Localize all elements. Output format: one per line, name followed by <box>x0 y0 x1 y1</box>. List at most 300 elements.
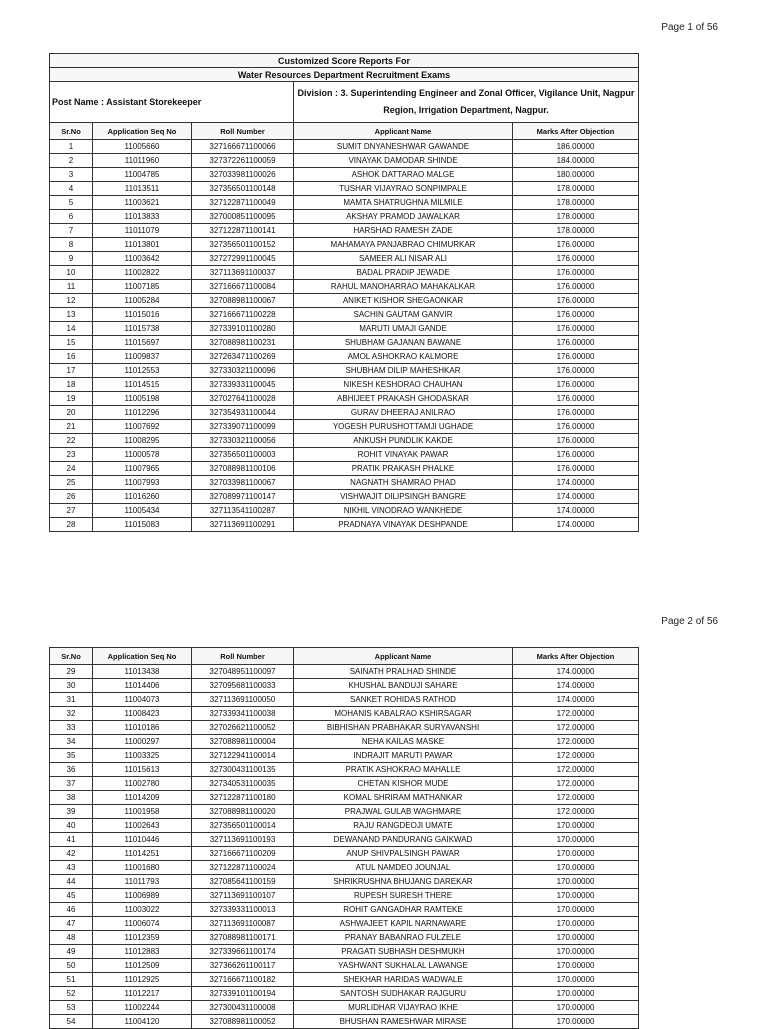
cell-roll-number: 327372261100059 <box>192 154 294 168</box>
cell-sr-no: 35 <box>50 749 93 763</box>
cell-roll-number: 327113691100107 <box>192 889 294 903</box>
cell-roll-number: 327088981100052 <box>192 1015 294 1029</box>
cell-sr-no: 19 <box>50 392 93 406</box>
cell-sr-no: 43 <box>50 861 93 875</box>
table-row <box>50 280 639 294</box>
cell-applicant-name: ASHWAJEET KAPIL NARNAWARE <box>294 917 513 931</box>
cell-sr-no: 17 <box>50 364 93 378</box>
cell-application-seq-no: 11012359 <box>93 931 192 945</box>
cell-applicant-name: SANKET ROHIDAS RATHOD <box>294 693 513 707</box>
cell-applicant-name: KOMAL SHRIRAM MATHANKAR <box>294 791 513 805</box>
cell-marks-after-objection: 170.00000 <box>513 959 639 973</box>
cell-applicant-name: CHETAN KISHOR MUDE <box>294 777 513 791</box>
table-row <box>50 847 639 861</box>
table-row <box>50 490 639 504</box>
table-row <box>50 182 639 196</box>
cell-sr-no: 51 <box>50 973 93 987</box>
table-row <box>50 1001 639 1015</box>
division-name: Division : 3. Superintending Engineer and Zonal Officer, Vigilance Unit, Nagpur Region, Irrigation Department, Nagpur. <box>294 82 639 123</box>
cell-marks-after-objection: 186.00000 <box>513 140 639 154</box>
cell-applicant-name: MURLIDHAR VIJAYRAO IKHE <box>294 1001 513 1015</box>
cell-applicant-name: SHUBHAM GAJANAN BAWANE <box>294 336 513 350</box>
cell-sr-no: 7 <box>50 224 93 238</box>
column-header-roll-number: Roll Number <box>192 123 294 140</box>
cell-roll-number: 327088981100231 <box>192 336 294 350</box>
table-row <box>50 140 639 154</box>
table-row <box>50 749 639 763</box>
cell-roll-number: 327330321100056 <box>192 434 294 448</box>
cell-marks-after-objection: 176.00000 <box>513 420 639 434</box>
cell-application-seq-no: 11005660 <box>93 140 192 154</box>
table-row <box>50 294 639 308</box>
cell-application-seq-no: 11001680 <box>93 861 192 875</box>
cell-application-seq-no: 11013438 <box>93 665 192 679</box>
cell-application-seq-no: 11002643 <box>93 819 192 833</box>
cell-marks-after-objection: 170.00000 <box>513 945 639 959</box>
cell-sr-no: 3 <box>50 168 93 182</box>
cell-sr-no: 33 <box>50 721 93 735</box>
cell-roll-number: 327122871100024 <box>192 861 294 875</box>
cell-sr-no: 44 <box>50 875 93 889</box>
cell-application-seq-no: 11015613 <box>93 763 192 777</box>
cell-applicant-name: ROHIT GANGADHAR RAMTEKE <box>294 903 513 917</box>
cell-applicant-name: BADAL PRADIP JEWADE <box>294 266 513 280</box>
cell-roll-number: 327356501100152 <box>192 238 294 252</box>
cell-applicant-name: ANKUSH PUNDLIK KAKDE <box>294 434 513 448</box>
cell-roll-number: 327033981100067 <box>192 476 294 490</box>
table-row <box>50 735 639 749</box>
cell-roll-number: 327300431100008 <box>192 1001 294 1015</box>
cell-roll-number: 327263471100269 <box>192 350 294 364</box>
cell-roll-number: 327088981100171 <box>192 931 294 945</box>
cell-sr-no: 14 <box>50 322 93 336</box>
cell-application-seq-no: 11003621 <box>93 196 192 210</box>
table-row <box>50 973 639 987</box>
cell-marks-after-objection: 176.00000 <box>513 406 639 420</box>
cell-roll-number: 327122871100141 <box>192 224 294 238</box>
cell-marks-after-objection: 170.00000 <box>513 973 639 987</box>
cell-roll-number: 327339661100174 <box>192 945 294 959</box>
table-row <box>50 931 639 945</box>
table-row <box>50 420 639 434</box>
cell-applicant-name: SUMIT DNYANESHWAR GAWANDE <box>294 140 513 154</box>
cell-marks-after-objection: 180.00000 <box>513 168 639 182</box>
table-row <box>50 805 639 819</box>
table-row <box>50 350 639 364</box>
cell-sr-no: 5 <box>50 196 93 210</box>
cell-sr-no: 25 <box>50 476 93 490</box>
table-row <box>50 308 639 322</box>
cell-applicant-name: VISHWAJIT DILIPSINGH BANGRE <box>294 490 513 504</box>
cell-applicant-name: AKSHAY PRAMOD JAWALKAR <box>294 210 513 224</box>
cell-sr-no: 1 <box>50 140 93 154</box>
cell-application-seq-no: 11006989 <box>93 889 192 903</box>
cell-roll-number: 327166671100066 <box>192 140 294 154</box>
cell-applicant-name: PRAJWAL GULAB WAGHMARE <box>294 805 513 819</box>
table-row <box>50 434 639 448</box>
cell-roll-number: 327113691100291 <box>192 518 294 532</box>
table-row <box>50 364 639 378</box>
cell-application-seq-no: 11014251 <box>93 847 192 861</box>
cell-marks-after-objection: 176.00000 <box>513 336 639 350</box>
table-row <box>50 224 639 238</box>
cell-roll-number: 327356501100014 <box>192 819 294 833</box>
cell-application-seq-no: 11001958 <box>93 805 192 819</box>
cell-roll-number: 327330321100096 <box>192 364 294 378</box>
cell-application-seq-no: 11011079 <box>93 224 192 238</box>
cell-sr-no: 38 <box>50 791 93 805</box>
cell-roll-number: 327339101100194 <box>192 987 294 1001</box>
cell-application-seq-no: 11014406 <box>93 679 192 693</box>
cell-roll-number: 327113691100087 <box>192 917 294 931</box>
cell-applicant-name: ANUP SHIVPALSINGH PAWAR <box>294 847 513 861</box>
cell-roll-number: 327088981100106 <box>192 462 294 476</box>
table-row <box>50 861 639 875</box>
cell-application-seq-no: 11003022 <box>93 903 192 917</box>
cell-roll-number: 327085641100159 <box>192 875 294 889</box>
cell-application-seq-no: 11011960 <box>93 154 192 168</box>
cell-marks-after-objection: 170.00000 <box>513 861 639 875</box>
cell-applicant-name: PRAGATI SUBHASH DESHMUKH <box>294 945 513 959</box>
cell-application-seq-no: 11010446 <box>93 833 192 847</box>
cell-applicant-name: BHUSHAN RAMESHWAR MIRASE <box>294 1015 513 1029</box>
cell-sr-no: 50 <box>50 959 93 973</box>
cell-application-seq-no: 11005198 <box>93 392 192 406</box>
cell-marks-after-objection: 174.00000 <box>513 665 639 679</box>
cell-marks-after-objection: 174.00000 <box>513 518 639 532</box>
cell-marks-after-objection: 174.00000 <box>513 504 639 518</box>
cell-roll-number: 327339071100099 <box>192 420 294 434</box>
cell-roll-number: 327033981100026 <box>192 168 294 182</box>
table-row <box>50 266 639 280</box>
cell-roll-number: 327113691100037 <box>192 266 294 280</box>
cell-marks-after-objection: 178.00000 <box>513 196 639 210</box>
cell-roll-number: 327272991100045 <box>192 252 294 266</box>
cell-marks-after-objection: 172.00000 <box>513 749 639 763</box>
cell-applicant-name: INDRAJIT MARUTI PAWAR <box>294 749 513 763</box>
cell-marks-after-objection: 176.00000 <box>513 266 639 280</box>
cell-application-seq-no: 11007185 <box>93 280 192 294</box>
cell-application-seq-no: 11004073 <box>93 693 192 707</box>
cell-sr-no: 45 <box>50 889 93 903</box>
cell-marks-after-objection: 178.00000 <box>513 210 639 224</box>
cell-sr-no: 8 <box>50 238 93 252</box>
cell-roll-number: 327166671100084 <box>192 280 294 294</box>
cell-applicant-name: TUSHAR VIJAYRAO SONPIMPALE <box>294 182 513 196</box>
cell-roll-number: 327088981100020 <box>192 805 294 819</box>
cell-sr-no: 16 <box>50 350 93 364</box>
cell-applicant-name: KHUSHAL BANDUJI SAHARE <box>294 679 513 693</box>
column-header-marks-after-objection: Marks After Objection <box>513 648 639 665</box>
column-header-applicant-name: Applicant Name <box>294 123 513 140</box>
cell-marks-after-objection: 176.00000 <box>513 294 639 308</box>
cell-marks-after-objection: 184.00000 <box>513 154 639 168</box>
cell-application-seq-no: 11015016 <box>93 308 192 322</box>
cell-sr-no: 20 <box>50 406 93 420</box>
post-name: Post Name : Assistant Storekeeper <box>50 82 294 123</box>
cell-applicant-name: YASHWANT SUKHALAL LAWANGE <box>294 959 513 973</box>
cell-applicant-name: RAHUL MANOHARRAO MAHAKALKAR <box>294 280 513 294</box>
table-row <box>50 252 639 266</box>
cell-applicant-name: ASHOK DATTARAO MALGE <box>294 168 513 182</box>
cell-marks-after-objection: 174.00000 <box>513 476 639 490</box>
cell-sr-no: 24 <box>50 462 93 476</box>
cell-marks-after-objection: 176.00000 <box>513 322 639 336</box>
cell-marks-after-objection: 170.00000 <box>513 1001 639 1015</box>
cell-sr-no: 2 <box>50 154 93 168</box>
cell-roll-number: 327339331100045 <box>192 378 294 392</box>
cell-application-seq-no: 11014209 <box>93 791 192 805</box>
cell-roll-number: 327089971100147 <box>192 490 294 504</box>
page-number-label: Page 1 of 56 <box>661 22 718 33</box>
cell-application-seq-no: 11012217 <box>93 987 192 1001</box>
cell-roll-number: 327300431100135 <box>192 763 294 777</box>
cell-roll-number: 327113541100287 <box>192 504 294 518</box>
cell-application-seq-no: 11002780 <box>93 777 192 791</box>
cell-application-seq-no: 11000297 <box>93 735 192 749</box>
table-row <box>50 679 639 693</box>
cell-roll-number: 327026621100052 <box>192 721 294 735</box>
cell-applicant-name: YOGESH PURUSHOTTAMJI UGHADE <box>294 420 513 434</box>
cell-roll-number: 327088981100004 <box>192 735 294 749</box>
cell-sr-no: 12 <box>50 294 93 308</box>
cell-roll-number: 327354931100044 <box>192 406 294 420</box>
column-header-roll-number: Roll Number <box>192 648 294 665</box>
cell-applicant-name: BIBHISHAN PRABHAKAR SURYAVANSHI <box>294 721 513 735</box>
table-row <box>50 889 639 903</box>
cell-marks-after-objection: 176.00000 <box>513 462 639 476</box>
cell-roll-number: 327095681100033 <box>192 679 294 693</box>
cell-roll-number: 327113691100193 <box>192 833 294 847</box>
cell-application-seq-no: 11005284 <box>93 294 192 308</box>
cell-sr-no: 28 <box>50 518 93 532</box>
column-header-applicant-name: Applicant Name <box>294 648 513 665</box>
cell-roll-number: 327048951100097 <box>192 665 294 679</box>
column-header-application-seq-no: Application Seq No <box>93 123 192 140</box>
cell-sr-no: 48 <box>50 931 93 945</box>
table-row <box>50 378 639 392</box>
cell-sr-no: 54 <box>50 1015 93 1029</box>
cell-application-seq-no: 11011793 <box>93 875 192 889</box>
report-title: Customized Score Reports For <box>50 54 639 68</box>
cell-applicant-name: SACHIN GAUTAM GANVIR <box>294 308 513 322</box>
cell-application-seq-no: 11012883 <box>93 945 192 959</box>
cell-application-seq-no: 11003325 <box>93 749 192 763</box>
cell-marks-after-objection: 176.00000 <box>513 252 639 266</box>
cell-sr-no: 36 <box>50 763 93 777</box>
cell-marks-after-objection: 170.00000 <box>513 819 639 833</box>
cell-marks-after-objection: 172.00000 <box>513 791 639 805</box>
cell-roll-number: 327356501100003 <box>192 448 294 462</box>
cell-sr-no: 15 <box>50 336 93 350</box>
cell-marks-after-objection: 178.00000 <box>513 182 639 196</box>
cell-marks-after-objection: 176.00000 <box>513 434 639 448</box>
cell-applicant-name: NAGNATH SHAMRAO PHAD <box>294 476 513 490</box>
cell-roll-number: 327166671100182 <box>192 973 294 987</box>
cell-marks-after-objection: 176.00000 <box>513 378 639 392</box>
cell-marks-after-objection: 172.00000 <box>513 735 639 749</box>
cell-roll-number: 327027641100028 <box>192 392 294 406</box>
table-row <box>50 196 639 210</box>
cell-applicant-name: MOHANIS KABALRAO KSHIRSAGAR <box>294 707 513 721</box>
cell-marks-after-objection: 176.00000 <box>513 280 639 294</box>
cell-applicant-name: RAJU RANGDEOJI UMATE <box>294 819 513 833</box>
cell-sr-no: 18 <box>50 378 93 392</box>
cell-sr-no: 30 <box>50 679 93 693</box>
cell-application-seq-no: 11013511 <box>93 182 192 196</box>
cell-roll-number: 327339101100280 <box>192 322 294 336</box>
score-report-table-page-2 <box>49 647 639 1029</box>
cell-marks-after-objection: 176.00000 <box>513 364 639 378</box>
cell-sr-no: 11 <box>50 280 93 294</box>
cell-sr-no: 26 <box>50 490 93 504</box>
cell-roll-number: 327340531100035 <box>192 777 294 791</box>
page-number-label: Page 2 of 56 <box>661 616 718 627</box>
cell-sr-no: 52 <box>50 987 93 1001</box>
cell-sr-no: 6 <box>50 210 93 224</box>
cell-roll-number: 327122871100180 <box>192 791 294 805</box>
cell-roll-number: 327356501100148 <box>192 182 294 196</box>
cell-sr-no: 13 <box>50 308 93 322</box>
cell-applicant-name: PRATIK ASHOKRAO MAHALLE <box>294 763 513 777</box>
cell-applicant-name: MARUTI UMAJI GANDE <box>294 322 513 336</box>
table-row <box>50 833 639 847</box>
cell-application-seq-no: 11012296 <box>93 406 192 420</box>
cell-application-seq-no: 11000578 <box>93 448 192 462</box>
table-row <box>50 945 639 959</box>
column-header-marks-after-objection: Marks After Objection <box>513 123 639 140</box>
cell-application-seq-no: 11003642 <box>93 252 192 266</box>
table-row <box>50 448 639 462</box>
cell-application-seq-no: 11002244 <box>93 1001 192 1015</box>
cell-marks-after-objection: 170.00000 <box>513 847 639 861</box>
cell-marks-after-objection: 170.00000 <box>513 987 639 1001</box>
table-row <box>50 875 639 889</box>
table-row <box>50 917 639 931</box>
table-row <box>50 462 639 476</box>
cell-sr-no: 46 <box>50 903 93 917</box>
score-report-table-page-1 <box>49 53 639 532</box>
cell-marks-after-objection: 176.00000 <box>513 238 639 252</box>
cell-application-seq-no: 11007692 <box>93 420 192 434</box>
cell-sr-no: 10 <box>50 266 93 280</box>
cell-sr-no: 47 <box>50 917 93 931</box>
cell-application-seq-no: 11008423 <box>93 707 192 721</box>
cell-application-seq-no: 11016260 <box>93 490 192 504</box>
cell-roll-number: 327339331100013 <box>192 903 294 917</box>
cell-application-seq-no: 11015697 <box>93 336 192 350</box>
table-row <box>50 504 639 518</box>
column-header-application-seq-no: Application Seq No <box>93 648 192 665</box>
cell-application-seq-no: 11007993 <box>93 476 192 490</box>
cell-application-seq-no: 11013801 <box>93 238 192 252</box>
cell-applicant-name: NIKHIL VINODRAO WANKHEDE <box>294 504 513 518</box>
table-row <box>50 903 639 917</box>
cell-applicant-name: SAMEER ALI NISAR ALI <box>294 252 513 266</box>
table-row <box>50 777 639 791</box>
cell-sr-no: 53 <box>50 1001 93 1015</box>
cell-marks-after-objection: 170.00000 <box>513 917 639 931</box>
cell-roll-number: 327366261100117 <box>192 959 294 973</box>
cell-roll-number: 327000851100095 <box>192 210 294 224</box>
cell-application-seq-no: 11009837 <box>93 350 192 364</box>
cell-application-seq-no: 11012925 <box>93 973 192 987</box>
cell-marks-after-objection: 172.00000 <box>513 805 639 819</box>
cell-applicant-name: ROHIT VINAYAK PAWAR <box>294 448 513 462</box>
cell-application-seq-no: 11010186 <box>93 721 192 735</box>
table-row <box>50 721 639 735</box>
cell-marks-after-objection: 176.00000 <box>513 308 639 322</box>
cell-sr-no: 23 <box>50 448 93 462</box>
cell-application-seq-no: 11014515 <box>93 378 192 392</box>
cell-roll-number: 327088981100067 <box>192 294 294 308</box>
cell-applicant-name: SHRIKRUSHNA BHUJANG DAREKAR <box>294 875 513 889</box>
cell-applicant-name: SAINATH PRALHAD SHINDE <box>294 665 513 679</box>
cell-marks-after-objection: 174.00000 <box>513 693 639 707</box>
column-header-sr-no: Sr.No <box>50 123 93 140</box>
cell-applicant-name: RUPESH SURESH THERE <box>294 889 513 903</box>
table-row <box>50 1015 639 1029</box>
cell-applicant-name: MAMTA SHATRUGHNA MILMILE <box>294 196 513 210</box>
cell-application-seq-no: 11015738 <box>93 322 192 336</box>
cell-marks-after-objection: 170.00000 <box>513 889 639 903</box>
cell-roll-number: 327122941100014 <box>192 749 294 763</box>
cell-sr-no: 29 <box>50 665 93 679</box>
table-row <box>50 693 639 707</box>
cell-sr-no: 37 <box>50 777 93 791</box>
cell-roll-number: 327166671100228 <box>192 308 294 322</box>
cell-applicant-name: NEHA KAILAS MASKE <box>294 735 513 749</box>
cell-application-seq-no: 11005434 <box>93 504 192 518</box>
table-row <box>50 959 639 973</box>
cell-application-seq-no: 11008295 <box>93 434 192 448</box>
table-row <box>50 336 639 350</box>
cell-marks-after-objection: 170.00000 <box>513 875 639 889</box>
cell-sr-no: 4 <box>50 182 93 196</box>
cell-marks-after-objection: 174.00000 <box>513 490 639 504</box>
table-row <box>50 819 639 833</box>
cell-application-seq-no: 11012553 <box>93 364 192 378</box>
cell-roll-number: 327166671100209 <box>192 847 294 861</box>
cell-marks-after-objection: 176.00000 <box>513 448 639 462</box>
cell-sr-no: 41 <box>50 833 93 847</box>
cell-sr-no: 34 <box>50 735 93 749</box>
table-row <box>50 707 639 721</box>
table-row <box>50 665 639 679</box>
cell-sr-no: 32 <box>50 707 93 721</box>
cell-applicant-name: DEWANAND PANDURANG GAIKWAD <box>294 833 513 847</box>
cell-application-seq-no: 11006074 <box>93 917 192 931</box>
cell-applicant-name: ABHIJEET PRAKASH GHODASKAR <box>294 392 513 406</box>
cell-roll-number: 327339341100038 <box>192 707 294 721</box>
cell-marks-after-objection: 170.00000 <box>513 833 639 847</box>
cell-marks-after-objection: 176.00000 <box>513 350 639 364</box>
cell-applicant-name: AMOL ASHOKRAO KALMORE <box>294 350 513 364</box>
table-row <box>50 518 639 532</box>
cell-application-seq-no: 11013833 <box>93 210 192 224</box>
cell-marks-after-objection: 176.00000 <box>513 392 639 406</box>
cell-applicant-name: HARSHAD RAMESH ZADE <box>294 224 513 238</box>
table-row <box>50 168 639 182</box>
cell-application-seq-no: 11002822 <box>93 266 192 280</box>
cell-marks-after-objection: 170.00000 <box>513 1015 639 1029</box>
cell-marks-after-objection: 178.00000 <box>513 224 639 238</box>
cell-applicant-name: NIKESH KESHORAO CHAUHAN <box>294 378 513 392</box>
cell-marks-after-objection: 170.00000 <box>513 931 639 945</box>
cell-applicant-name: ATUL NAMDEO JOUNJAL <box>294 861 513 875</box>
cell-applicant-name: PRATIK PRAKASH PHALKE <box>294 462 513 476</box>
cell-sr-no: 27 <box>50 504 93 518</box>
